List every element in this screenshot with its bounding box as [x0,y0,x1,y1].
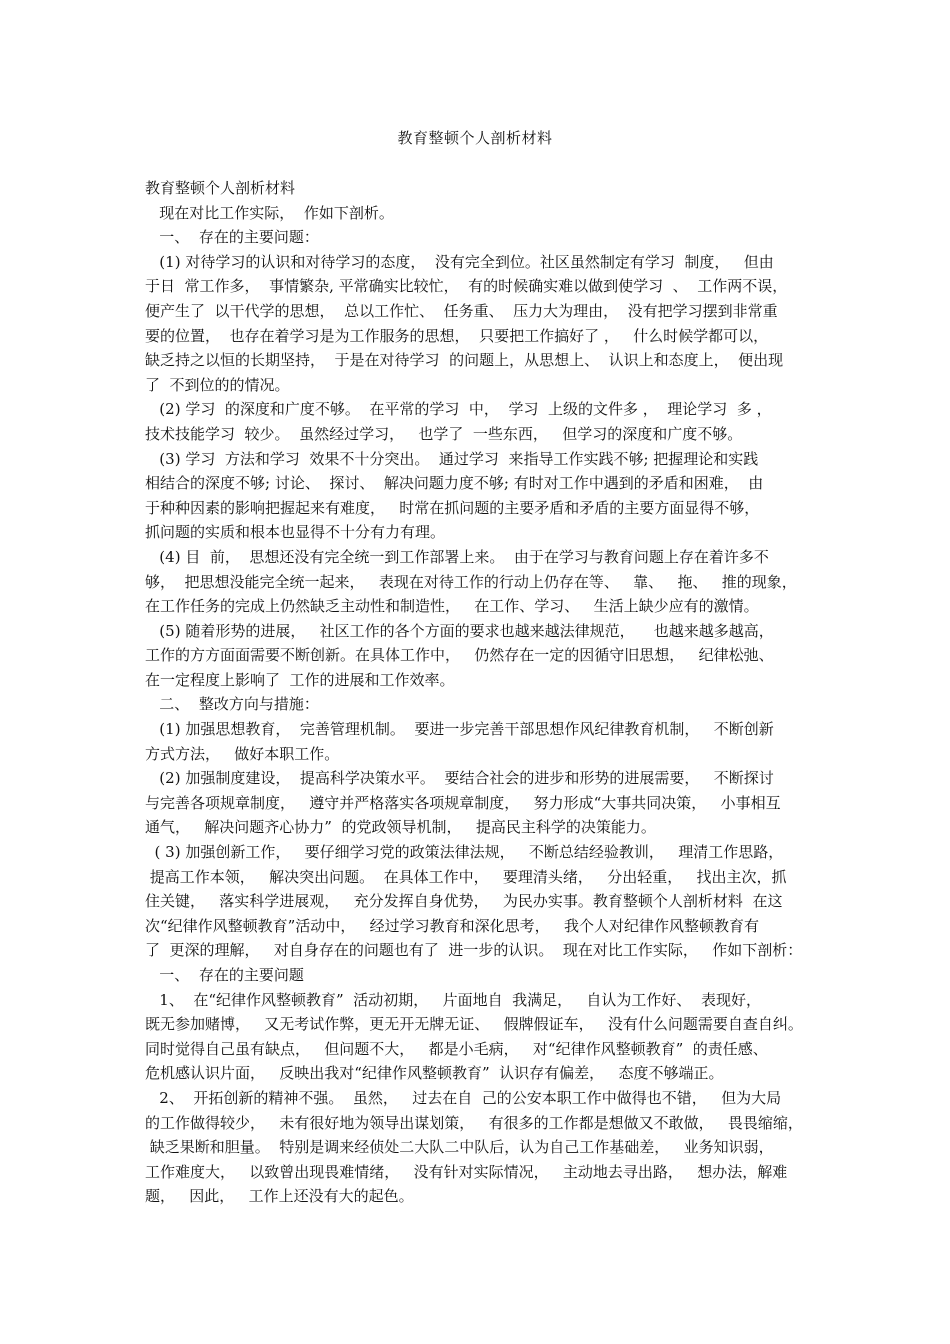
document-title: 教育整顿个人剖析材料 [397,129,553,147]
text-line: ( 3) 加强创新工作， 要仔细学习党的政策法律法规， 不断总结经验教训， 理清工作思路， [145,843,784,862]
text-line: 工作的方方面面需要不断创新。在具体工作中， 仍然存在一定的因循守旧思想， 纪律松弛、 [145,646,774,665]
text-line: 工作难度大， 以致曾出现畏难情绪， 没有针对实际情况， 主动地去寻出路， 想办法，解难 [145,1162,788,1181]
text-line: 方式方法， 做好本职工作。 [145,744,340,763]
text-line: 于种种因素的影响把握起来有难度， 时常在抓问题的主要矛盾和矛盾的主要方面显得不够， [145,498,760,517]
text-line: 在一定程度上影响了 工作的进展和工作效率。 [145,670,455,689]
document-body [145,176,810,1209]
text-line: 便产生了 以干代学的思想， 总以工作忙、 任务重、 压力大为理由， 没有把学习摆到非常重 [145,301,778,320]
text-line: 技术技能学习 较少。 虽然经过学习， 也学了 一些东西， 但学习的深度和广度不够。 [145,424,743,443]
text-line: 1、 在“纪律作风整顿教育” 活动初期， 片面地自 我满足， 自认为工作好、 表现好， [145,990,761,1009]
text-line: 住关键， 落实科学进展观， 充分发挥自身优势， 为民办实事。教育整顿个人剖析材料 在这 [145,892,783,911]
text-line: 二、 整改方向与措施： [145,695,319,714]
text-line: (1) 加强思想教育， 完善管理机制。 要进一步完善干部思想作风纪律教育机制， 不断创新 [145,720,774,739]
text-line: 一、 存在的主要问题 [145,966,304,984]
text-line: 提高工作本领， 解决突出问题。 在具体工作中， 要理清头绪， 分出轻重， 找出主次，抓 [145,867,787,886]
text-line: 要的位置， 也存在着学习是为工作服务的思想， 只要把工作搞好了 ， 什么时候学都可以， [145,326,769,345]
text-line: (5) 随着形势的进展， 社区工作的各个方面的要求也越来越法律规范， 也越来越多越高， [145,621,774,640]
text-line: 的工作做得较少， 未有很好地为领导出谋划策， 有很多的工作都是想做又不敢做， 畏畏缩缩， [145,1113,803,1132]
text-line: 次“纪律作风整顿教育”活动中， 经过学习教育和深化思考， 我个人对纪律作风整顿教育有 [145,916,759,935]
text-line: 现在对比工作实际， 作如下剖析。 [145,203,394,222]
text-line: (2) 学习 的深度和广度不够。 在平常的学习 中， 学习 上级的文件多 ， 理论学习 多 ， [145,400,772,419]
text-line: 缺乏持之以恒的长期坚持， 于是在对待学习 的问题上，从思想上、 认识上和态度上， 便出现 [145,351,784,370]
text-line: (4) 目 前， 思想还没有完全统一到工作部署上来。 由于在学习与教育问题上存在着许多不 [145,547,769,566]
text-line: 2、 开拓创新的精神不强。 虽然， 过去在自 己的公安本职工作中做得也不错， 但为大局 [145,1088,782,1107]
text-line: 缺乏果断和胆量。 特别是调来经侦处二大队二中队后，认为自己工作基础差， 业务知识弱， [145,1138,774,1157]
text-line: 了 更深的理解， 对自身存在的问题也有了 进一步的认识。 现在对比工作实际， 作如下剖析： [145,941,803,960]
text-line: 通气， 解决问题齐心协力” 的党政领导机制， 提高民主科学的决策能力。 [145,818,656,837]
text-line: 一、 存在的主要问题： [145,228,319,247]
text-line: 够， 把思想没能完全统一起来， 表现在对待工作的行动上仍存在等、 靠、 拖、 推的现象， [145,572,797,591]
text-line: (1) 对待学习的认识和对待学习的态度， 没有完全到位。社区虽然制定有学习 制度， 但由 [145,252,774,271]
text-line: 题， 因此， 工作上还没有大的起色。 [145,1187,414,1206]
text-line: 与完善各项规章制度， 遵守并严格落实各项规章制度， 努力形成“大事共同决策， 小事相互 [145,793,781,812]
text-line: 于日 常工作多， 事情繁杂, 平常确实比较忙， 有的时候确实难以做到使学习 、 工作两不误， [145,277,788,296]
text-line: 抓问题的实质和根本也显得不十分有力有理。 [145,523,446,542]
text-line: 在工作任务的完成上仍然缺乏主动性和制造性， 在工作、学习、 生活上缺少应有的激情。 [145,597,759,616]
text-line: 既无参加赌博， 又无考试作弊，更无开无牌无证、 假牌假证车， 没有什么问题需要自查自纠。 [145,1015,803,1034]
text-line: 了 不到位的的情况。 [145,375,290,394]
text-line: 同时觉得自己虽有缺点， 但问题不大， 都是小毛病， 对“纪律作风整顿教育” 的责任感、 [145,1039,768,1058]
text-line: (3) 学习 方法和学习 效果不十分突出。 通过学习 来指导工作实践不够; 把握理论和实践 [145,449,759,468]
text-line: 教育整顿个人剖析材料 [145,179,296,197]
text-line: 相结合的深度不够; 讨论、 探讨、 解决问题力度不够; 有时对工作中遇到的矛盾和困难， 由 [145,474,764,493]
text-line: 危机感认识片面， 反映出我对“纪律作风整顿教育” 认识存有偏差， 态度不够端正。 [145,1064,724,1083]
text-line: (2) 加强制度建设， 提高科学决策水平。 要结合社会的进步和形势的进展需要， 不断探讨 [145,769,774,788]
